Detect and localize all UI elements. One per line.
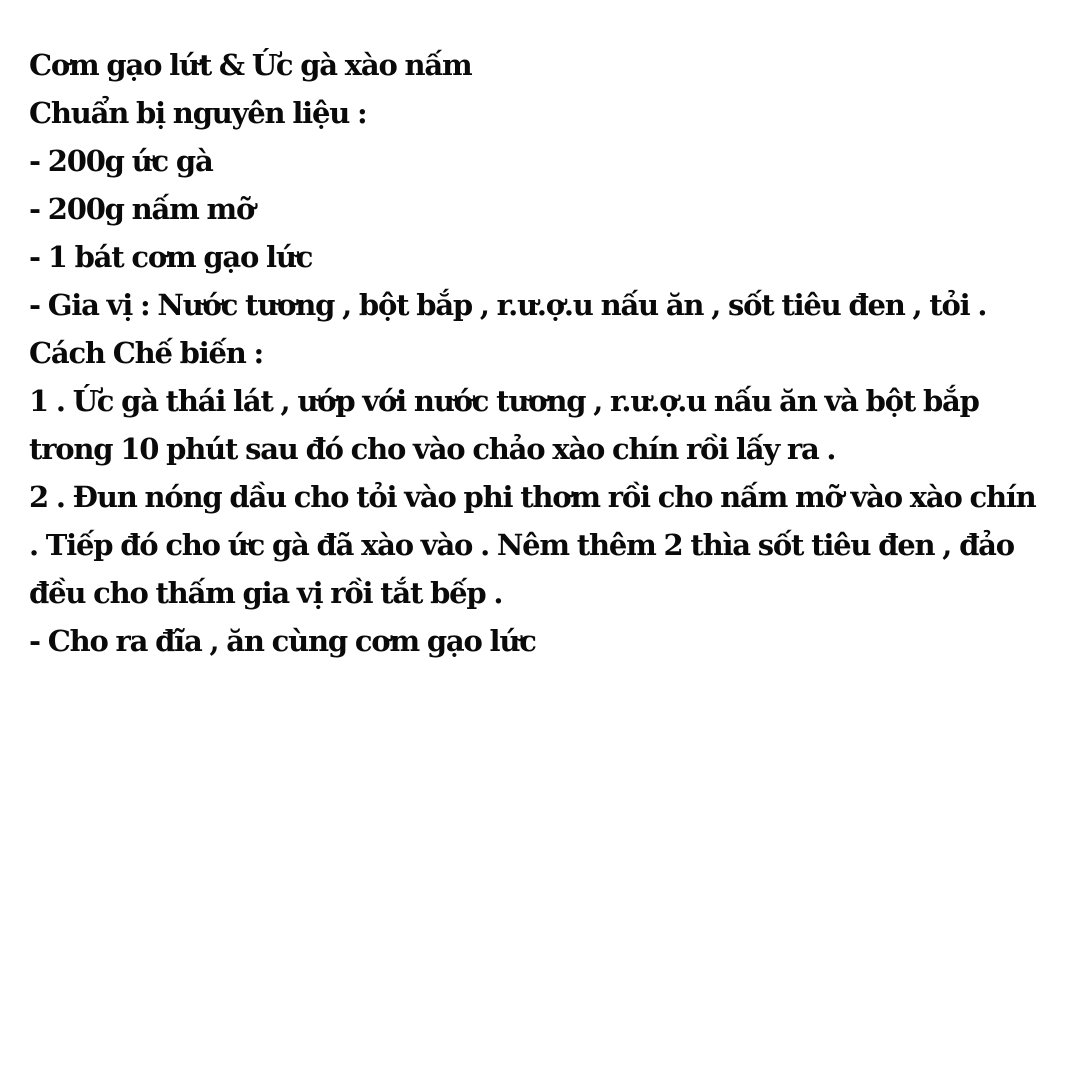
recipe-title: Cơm gạo lứt & Ức gà xào nấm [29,48,472,82]
step-2-line-2: . Tiếp đó cho ức gà đã xào vào . Nêm thêm 2 thìa sốt tiêu đen , đảo [29,528,1014,562]
step-1-line-2: trong 10 phút sau đó cho vào chảo xào chín rồi lấy ra . [29,432,836,466]
ingredients-heading: Chuẩn bị nguyên liệu : [29,96,367,130]
ingredient-item: - 200g nấm mỡ [29,192,255,226]
step-2-line-1: 2 . Đun nóng dầu cho tỏi vào phi thơm rồi cho nấm mỡ vào xào chín [29,480,1036,514]
method-heading: Cách Chế biến : [29,336,264,370]
serving-note: - Cho ra đĩa , ăn cùng cơm gạo lức [29,624,536,658]
ingredient-item-seasoning: - Gia vị : Nước tương , bột bắp , r.ư.ợ.u nấu ăn , sốt tiêu đen , tỏi . [29,288,987,322]
ingredient-item: - 1 bát cơm gạo lức [29,240,313,274]
step-1-line-1: 1 . Ức gà thái lát , ướp với nước tương , r.ư.ợ.u nấu ăn và bột bắp [29,384,979,418]
ingredient-item: - 200g ức gà [29,144,213,178]
step-2-line-3: đều cho thấm gia vị rồi tắt bếp . [29,576,503,610]
recipe-document [29,41,1079,665]
